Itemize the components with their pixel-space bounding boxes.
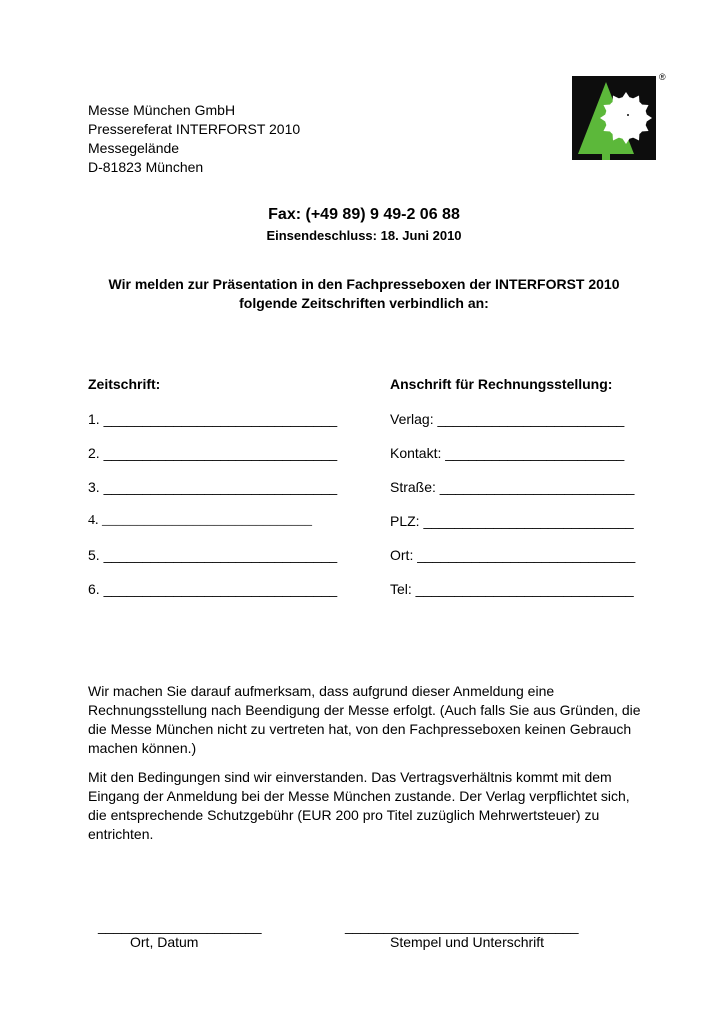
place-date-label: Ort, Datum: [130, 934, 199, 950]
stamp-signature-line[interactable]: ______________________________: [345, 918, 579, 934]
address-line-4: D-81823 München: [88, 159, 204, 175]
terms-paragraph: Mit den Bedingungen sind wir einverstanden. Das Vertragsverhältnis kommt mit dem Eingang der Anmeldung bei der Messe München zustande. Der Verlag verpflichtet sich, die entsprechende Schutzgebühr (EUR 200 pro Titel zuzüglich Mehrwertsteuer) zu entrichten.: [88, 769, 630, 842]
submission-deadline: Einsendeschluss: 18. Juni 2010: [266, 228, 462, 243]
address-line-2: Pressereferat INTERFORST 2010: [88, 121, 301, 137]
intro-line-1: Wir melden zur Präsentation in den Fachpresseboxen der INTERFORST 2010: [108, 276, 620, 292]
billing-address-header: Anschrift für Rechnungsstellung:: [390, 376, 613, 392]
city-field[interactable]: Ort: ____________________________: [390, 547, 636, 563]
magazine-field-6[interactable]: 6. ______________________________: [88, 581, 338, 597]
magazine-header: Zeitschrift:: [88, 376, 161, 392]
tree-saw-blade-icon: [572, 76, 656, 160]
magazine-field-3[interactable]: 3. ______________________________: [88, 479, 338, 495]
magazine-field-2[interactable]: 2. ______________________________: [88, 445, 338, 461]
interforst-logo: [572, 76, 656, 160]
magazine-field-1[interactable]: 1. ______________________________: [88, 411, 338, 427]
billing-notice-paragraph: Wir machen Sie darauf aufmerksam, dass aufgrund dieser Anmeldung eine Rechnungsstellung nach Beendigung der Messe erfolgt. (Auch falls Sie aus Gründen, die die Messe München nicht zu vertreten hat, von den Fachpresseboxen keinen Gebrauch machen können.): [88, 683, 641, 756]
registered-mark: ®: [659, 72, 666, 82]
magazine-field-5[interactable]: 5. ______________________________: [88, 547, 338, 563]
intro-line-2: folgende Zeitschriften verbindlich an:: [239, 295, 489, 311]
publisher-field[interactable]: Verlag: ________________________: [390, 411, 625, 427]
address-line-1: Messe München GmbH: [88, 102, 236, 118]
magazine-field-4[interactable]: 4. ______________________________: [88, 513, 312, 528]
street-field[interactable]: Straße: _________________________: [390, 479, 635, 495]
postcode-field[interactable]: PLZ: ___________________________: [390, 513, 634, 529]
stamp-signature-label: Stempel und Unterschrift: [390, 934, 545, 950]
sender-address: [88, 101, 300, 177]
tree-trunk: [602, 154, 610, 160]
place-date-line[interactable]: _____________________: [98, 918, 262, 934]
address-line-3: Messegelände: [88, 140, 180, 156]
fax-number: Fax: (+49 89) 9 49-2 06 88: [268, 206, 460, 223]
intro-text: [88, 275, 640, 313]
phone-field[interactable]: Tel: ____________________________: [390, 581, 634, 597]
contact-field[interactable]: Kontakt: _______________________: [390, 445, 625, 461]
